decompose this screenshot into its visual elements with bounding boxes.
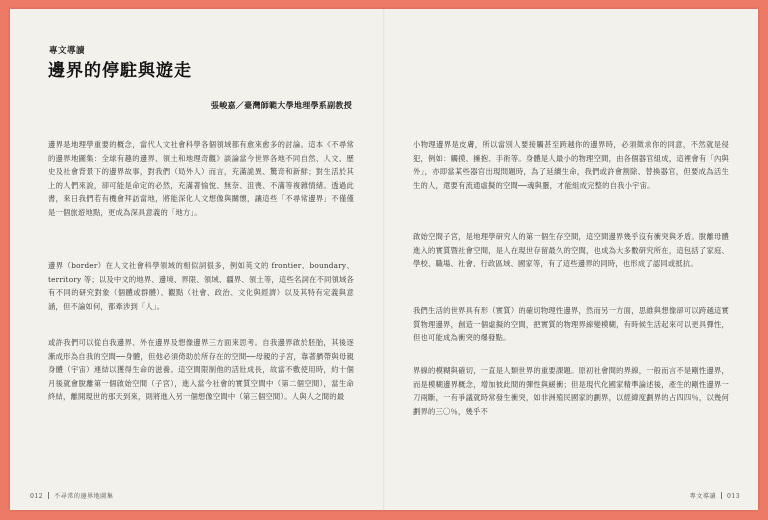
paragraph: 界線的模糊與確切，一直是人類世界的重要課題。原初社會間的界線，一般而言不是剛性邊界，而是模糊邊界概念，增加彼此間的彈性與緩衝；但是現代化國家精準論述後，產生的剛性邊界一刀兩斷，一有爭議就時常發生衝突，如非洲殖民國家的劃界，以經緯度劃界的占四四％，以幾何劃界的三〇％，幾乎不 [413,366,729,416]
paragraph: 或許我們可以從自我邊界、外在邊界及想像邊界三方面來思考。自我邊界啟於胚胎，其後逐漸成形為自我的空間──身體，但他必須倚助於所存在的空間──母親的子宮，靠著臍帶與母親身體（宇宙）連結以獲得生命的滋養。這空間限制他的活壯成長，故當不敷使用時，約十個月後就會脫離第一個啟始空間（子宮），進入當今社會的實質空間中（第二個空間），當生命終結，離開現世的那天到來，則將進入另一個想像空間中（第三個空間）。人與人之間的最 [48,338,354,402]
folio-divider [721,492,722,499]
right-page [384,9,758,510]
paragraph: 我們生活的世界具有形（實質）的確切物理性邊界，然而另一方面，思維與想像卻可以跨越這實質物理邊界，創造一個虛擬的空間，把實質的物理界線變模糊，有時候生活起來可以更具彈性，但也可能成為衝突的爆發點。 [413,306,729,343]
article-title: 邊界的停駐與遊走 [48,61,192,81]
author-line: 張峻嘉／臺灣師範大學地理學系副教授 [210,100,352,110]
page-number: 012 [30,493,44,500]
paragraph: 啟始空間子宮，是地理學研究人的第一個生存空間，這空間邊界幾乎沒有衝突與矛盾。脫離母體進入的實質暨社會空間，是人在現世存留最久的空間，也成為大多數研究所在，這包括了家庭、學校、職場、社會、行政區域、國家等，有了這些邊界的同時，也形成了認同或抵抗。 [413,232,729,269]
section-label: 專文導讀 [49,46,86,56]
page-number: 013 [726,493,740,500]
paragraph: 邊界是地理學重要的概念，當代人文社會科學各個領域都有愈來愈多的討論。這本《不尋常的邊界地圖集：全球有趣的邊界、領土和地理奇觀》談論當今世界各地不同自然、人文、歷史及社會背景下的邊界故事，對我們（局外人）而言，充滿詭異、驚奇和新鮮；對生活於其上的人們來說，卻可能是命定的必然，充滿著愉悅、無奈、沮喪、不滿等複雜情緒。透過此書，來日我們若有機會拜訪當地，將能深化人文想像與關懷，讓這些「不尋常邊界」不僅僅是一個旅遊地點，更成為深具意義的「地方」。 [48,140,354,217]
page-folio [690,491,740,500]
folio-divider [48,492,49,499]
paragraph: 小物理邊界是皮膚，所以當別人要接觸甚至跨越你的邊界時，必須徵求你的同意，不然就是侵犯，例如：觸摸、擁抱、手術等。身體是人最小的物理空間，由各個器官組成，這裡會有「內與外」，亦即當某些器官出現問題時，為了延續生命，我們或許會割除、替換器官，但要成為活生生的人，還要有流通虛擬的空間──魂與靈，才能組成完整的自我小宇宙。 [413,140,729,190]
page-folio [30,491,113,500]
running-section-label: 專文導讀 [689,493,716,500]
running-book-title: 不尋常的邊界地圖集 [54,493,114,500]
book-spread [10,9,758,510]
paragraph: 邊界（border）在人文社會科學領域的相似詞很多，例如英文的 frontier、boundary、territory 等；以及中文的地界、邊境、界限、領域、疆界、領土等，這些名詞在不同領域各有不同的研究對象（個體或群體）、觀點（社會、政治、文化與經濟）以及其特有定義與意涵，但不論如何，都牽涉到「人」。 [48,261,354,311]
left-page [10,9,384,510]
